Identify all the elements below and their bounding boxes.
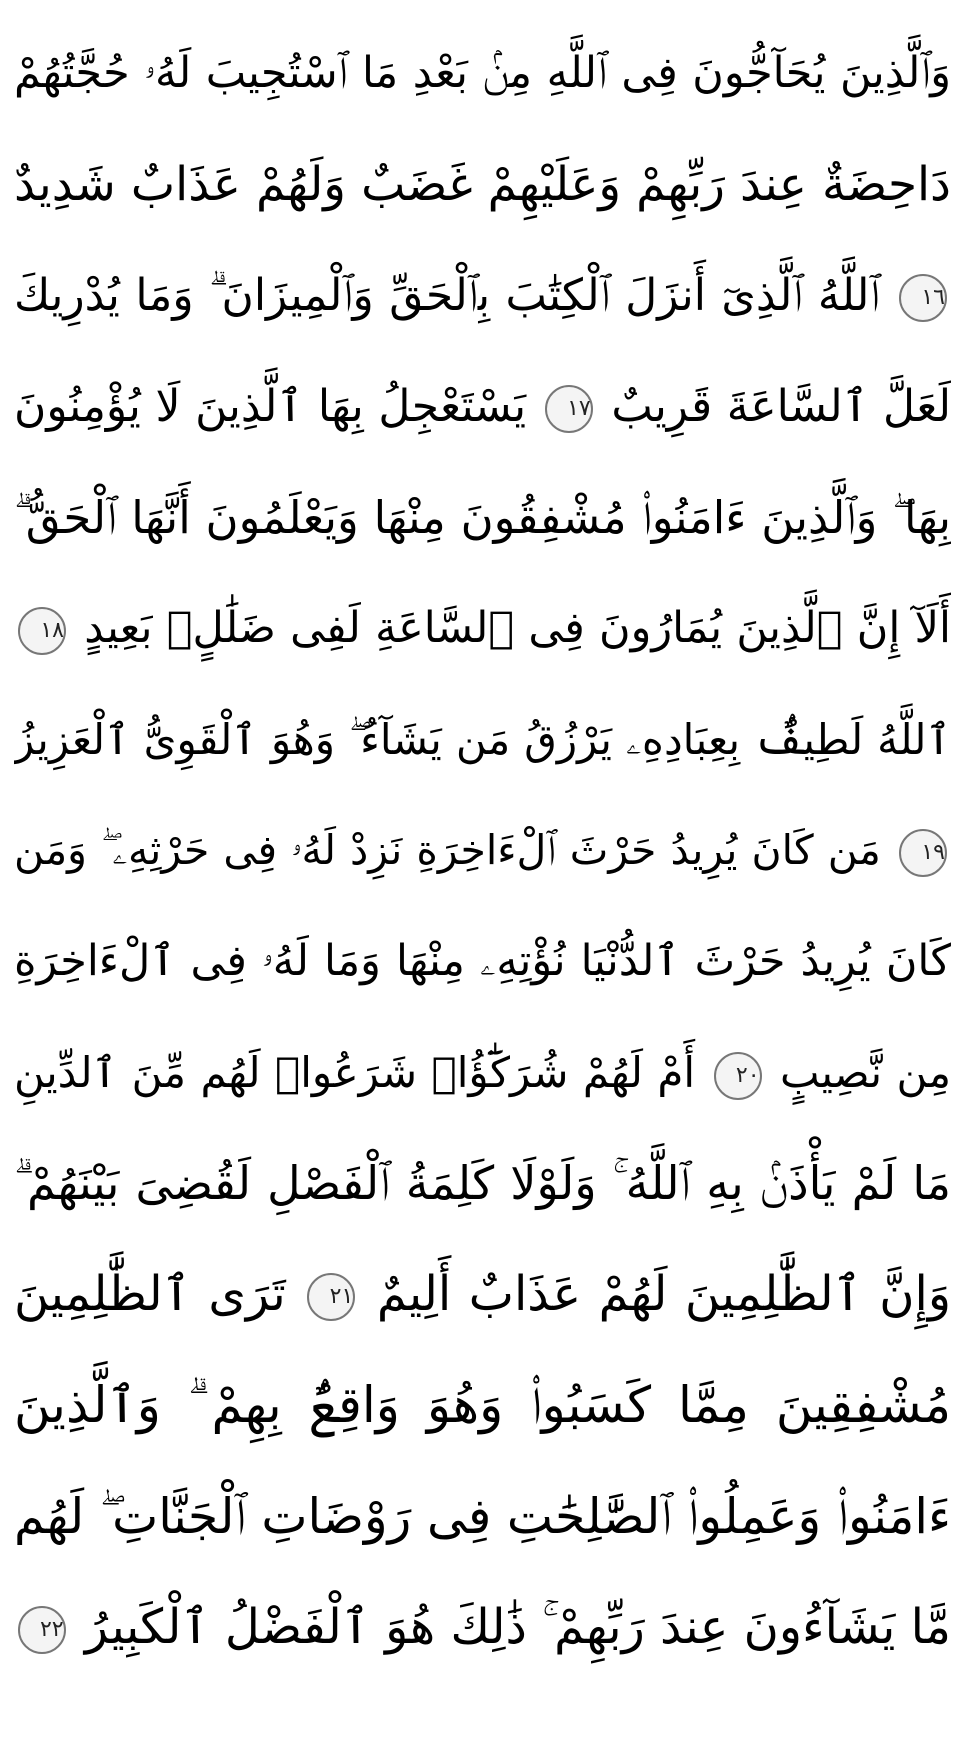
verse-line bbox=[14, 795, 951, 906]
verse-line bbox=[14, 351, 951, 462]
verse-line bbox=[14, 1017, 951, 1128]
verse-line bbox=[14, 462, 951, 573]
verse-text: أَلَآ إِنَّ ٱلَّذِينَ يُمَارُونَ فِى ٱلسَّاعَةِ لَفِى ضَلَٰلٍۭ بَعِيدٍ bbox=[84, 603, 951, 653]
verse-text: مُشْفِقِينَ مِمَّا كَسَبُوا۟ وَهُوَ وَاقِعٌۢ بِهِمْ ۗ وَٱلَّذِينَ bbox=[14, 1376, 951, 1434]
verse-line bbox=[14, 1239, 951, 1350]
verse-text: مَا لَمْ يَأْذَنۢ بِهِ ٱللَّهُ ۚ وَلَوْلَا كَلِمَةُ ٱلْفَصْلِ لَقُضِىَ بَيْنَهُمْ ۗ bbox=[14, 1156, 951, 1210]
verse-text: بِهَا ۖ وَٱلَّذِينَ ءَامَنُوا۟ مُشْفِقُونَ مِنْهَا وَيَعْلَمُونَ أَنَّهَا ٱلْحَقُّ ۗ bbox=[14, 491, 951, 544]
verse-text: لَعَلَّ ٱلسَّاعَةَ قَرِيبٌ bbox=[611, 381, 951, 432]
verse-text: أَمْ لَهُمْ شُرَكَٰٓؤُا۟ شَرَعُوا۟ لَهُم مِّنَ ٱلدِّينِ bbox=[14, 1048, 696, 1097]
verse-text: مَن كَانَ يُرِيدُ حَرْثَ ٱلْءَاخِرَةِ نَزِدْ لَهُۥ فِى حَرْثِهِۦ ۖ وَمَن bbox=[14, 826, 881, 874]
verse-text: ٱللَّهُ ٱلَّذِىٓ أَنزَلَ ٱلْكِتَٰبَ بِٱلْحَقِّ وَٱلْمِيزَانَ ۗ وَمَا يُدْرِيكَ bbox=[14, 270, 880, 321]
verse-line bbox=[14, 1461, 951, 1572]
verse-line bbox=[14, 18, 951, 129]
verse-line bbox=[14, 573, 951, 684]
verse-text: ٱللَّهُ لَطِيفٌۢ بِعِبَادِهِۦ يَرْزُقُ مَن يَشَآءُ ۖ وَهُوَ ٱلْقَوِىُّ ٱلْعَزِيزُ bbox=[14, 715, 951, 764]
verse-text: يَسْتَعْجِلُ بِهَا ٱلَّذِينَ لَا يُؤْمِنُونَ bbox=[14, 381, 527, 432]
ayah-number-marker: ٢٢ bbox=[18, 1606, 66, 1654]
verse-text: وَإِنَّ ٱلظَّٰلِمِينَ لَهُمْ عَذَابٌ أَلِيمٌ bbox=[376, 1266, 951, 1322]
verse-text: تَرَى ٱلظَّٰلِمِينَ bbox=[14, 1266, 286, 1322]
verse-text: دَاحِضَةٌ عِندَ رَبِّهِمْ وَعَلَيْهِمْ غَضَبٌ وَلَهُمْ عَذَابٌ شَدِيدٌ bbox=[14, 157, 951, 212]
ayah-number-marker: ١٨ bbox=[18, 607, 66, 655]
ayah-number-marker: ١٧ bbox=[545, 385, 593, 433]
verse-line bbox=[14, 1572, 951, 1683]
verse-line bbox=[14, 906, 951, 1017]
ayah-number-marker: ٢٠ bbox=[714, 1052, 762, 1100]
ayah-number-marker: ٢١ bbox=[307, 1273, 355, 1321]
verse-line bbox=[14, 684, 951, 795]
verse-text: مَّا يَشَآءُونَ عِندَ رَبِّهِمْ ۚ ذَٰلِكَ هُوَ ٱلْفَضْلُ ٱلْكَبِيرُ bbox=[84, 1599, 951, 1655]
verse-text: مِن نَّصِيبٍ bbox=[780, 1048, 951, 1097]
verse-line bbox=[14, 240, 951, 351]
verse-text: كَانَ يُرِيدُ حَرْثَ ٱلدُّنْيَا نُؤْتِهِۦ مِنْهَا وَمَا لَهُۥ فِى ٱلْءَاخِرَةِ bbox=[14, 936, 951, 986]
verse-line bbox=[14, 1128, 951, 1239]
verse-text: وَٱلَّذِينَ يُحَآجُّونَ فِى ٱللَّهِ مِنۢ بَعْدِ مَا ٱسْتُجِيبَ لَهُۥ حُجَّتُهُمْ bbox=[14, 48, 951, 98]
ayah-number-marker: ١٦ bbox=[899, 274, 947, 322]
verse-line bbox=[14, 1350, 951, 1461]
verse-line bbox=[14, 129, 951, 240]
ayah-number-marker: ١٩ bbox=[899, 829, 947, 877]
verse-text: ءَامَنُوا۟ وَعَمِلُوا۟ ٱلصَّٰلِحَٰتِ فِى رَوْضَاتِ ٱلْجَنَّاتِ ۖ لَهُم bbox=[14, 1488, 951, 1545]
